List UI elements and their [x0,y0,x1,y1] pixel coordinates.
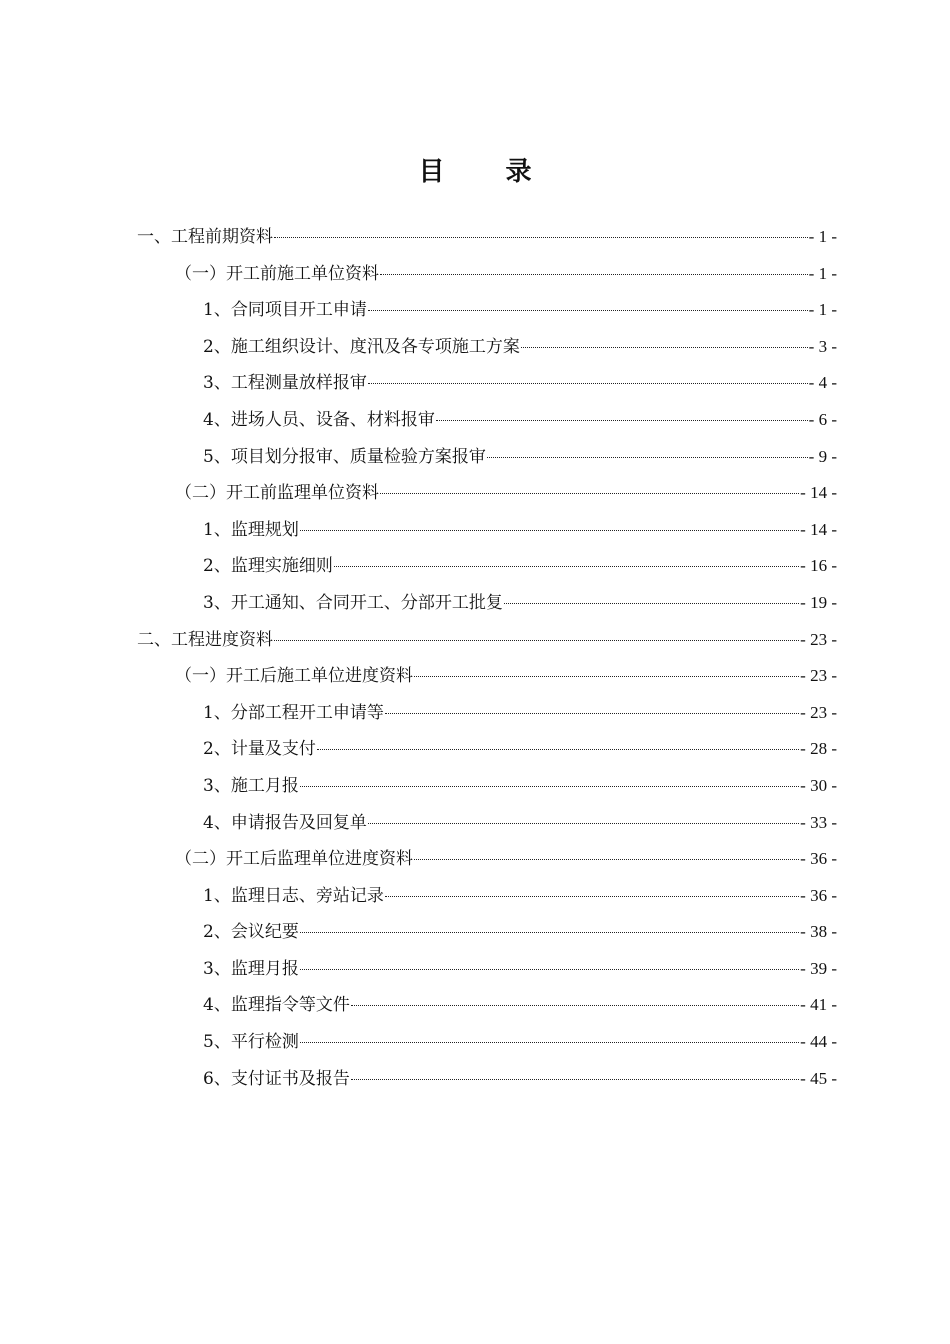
toc-dot-leader [274,640,799,641]
toc-entry-page-number: - 4 - [808,373,837,393]
toc-entry-text: 2、计量及支付 [203,739,316,760]
toc-entry[interactable] [137,805,837,842]
toc-entry-text: 4、监理指令等文件 [203,995,350,1016]
toc-entry-text: 3、监理月报 [203,958,299,979]
toc-entry[interactable] [137,512,837,549]
toc-entry-text: 2、监理实施细则 [203,556,333,577]
toc-dot-leader [351,1079,799,1080]
toc-dot-leader [300,786,799,787]
toc-entry-page-number: - 3 - [808,336,837,356]
toc-entry-page-number: - 16 - [800,556,837,576]
toc-entry-page-number: - 14 - [800,519,837,539]
toc-entry-page-number: - 6 - [808,409,837,429]
toc-dot-leader [300,530,799,531]
toc-entry[interactable] [137,731,837,768]
toc-entry-text: 1、分部工程开工申请等 [203,702,384,723]
toc-dot-leader [300,1042,799,1043]
toc-entry-text: 二、工程进度资料 [137,629,273,650]
toc-entry-page-number: - 33 - [800,812,837,832]
toc-entry-page-number: - 23 - [800,629,837,649]
toc-entry[interactable] [137,914,837,951]
toc-dot-leader [300,932,799,933]
toc-dot-leader [414,676,799,677]
toc-dot-leader [317,749,799,750]
toc-entry[interactable] [137,219,837,256]
toc-entry[interactable] [137,951,837,988]
toc-entry-page-number: - 41 - [800,995,837,1015]
toc-dot-leader [380,274,808,275]
toc-entry[interactable] [137,878,837,915]
toc-entry[interactable] [137,402,837,439]
toc-entry[interactable] [137,365,837,402]
toc-entry-text: 5、项目划分报审、质量检验方案报审 [203,446,486,467]
toc-dot-leader [300,969,799,970]
toc-entry-page-number: - 39 - [800,958,837,978]
toc-entry[interactable] [137,585,837,622]
toc-entry-text: 1、监理规划 [203,519,299,540]
toc-dot-leader [368,823,799,824]
toc-entry-page-number: - 44 - [800,1032,837,1052]
toc-entry-text: （一）开工前施工单位资料 [175,263,379,284]
toc-dot-leader [436,420,808,421]
toc-entry-text: 1、监理日志、旁站记录 [203,885,384,906]
toc-entry-page-number: - 23 - [800,702,837,722]
toc-entry-text: （一）开工后施工单位进度资料 [175,666,413,687]
toc-entry-text: 2、会议纪要 [203,922,299,943]
toc-entry-page-number: - 1 - [808,227,837,246]
toc-entry[interactable] [137,256,837,293]
toc-entry[interactable] [137,329,837,366]
toc-entry-page-number: - 23 - [800,666,837,686]
toc-entry-text: 4、进场人员、设备、材料报审 [203,409,435,430]
toc-title: 目 录 [418,157,558,187]
toc-entry-page-number: - 9 - [808,446,837,466]
toc-entry-page-number: - 38 - [800,922,837,942]
toc-entry[interactable] [137,987,837,1024]
toc-dot-leader [368,310,808,311]
toc-entry-page-number: - 1 - [808,300,837,320]
toc-dot-leader [334,566,799,567]
toc-entry-page-number: - 1 - [808,263,837,283]
toc-entry-text: 5、平行检测 [203,1032,299,1053]
toc-entry[interactable] [137,292,837,329]
toc-entry-text: 3、开工通知、合同开工、分部开工批复 [203,592,503,613]
toc-entry-text: 一、工程前期资料 [137,227,273,247]
toc-entry[interactable] [137,658,837,695]
toc-entry-text: 3、工程测量放样报审 [203,373,367,394]
toc-entry-text: 6、支付证书及报告 [203,1068,350,1089]
toc-entry[interactable] [137,1061,837,1098]
toc-entry-page-number: - 45 - [800,1068,837,1088]
toc-dot-leader [487,457,808,458]
toc-entry-page-number: - 19 - [800,592,837,612]
toc-dot-leader [380,493,799,494]
toc-dot-leader [351,1005,799,1006]
toc-dot-leader [274,237,808,238]
toc-entry-page-number: - 14 - [800,483,837,503]
toc-entry-text: （二）开工前监理单位资料 [175,483,379,504]
toc-entry[interactable] [137,475,837,512]
toc-entry-page-number: - 28 - [800,739,837,759]
toc-entry-page-number: - 36 - [800,849,837,869]
toc-dot-leader [368,383,808,384]
toc-entry[interactable] [137,695,837,732]
toc-entry[interactable] [137,622,837,659]
toc-dot-leader [414,859,799,860]
toc-dot-leader [385,713,799,714]
toc-entry-text: 3、施工月报 [203,775,299,796]
toc-dot-leader [504,603,799,604]
toc-dot-leader [385,896,799,897]
toc-entry-text: 2、施工组织设计、度汛及各专项施工方案 [203,336,520,357]
toc-entry-page-number: - 30 - [800,775,837,795]
toc-entry-text: （二）开工后监理单位进度资料 [175,849,413,870]
toc-list [137,219,837,1097]
toc-entry-page-number: - 36 - [800,885,837,905]
toc-entry[interactable] [137,439,837,476]
toc-dot-leader [521,347,808,348]
toc-entry[interactable] [137,548,837,585]
toc-entry-text: 4、申请报告及回复单 [203,812,367,833]
toc-entry[interactable] [137,768,837,805]
toc-entry-text: 1、合同项目开工申请 [203,300,367,321]
toc-entry[interactable] [137,1024,837,1061]
toc-entry[interactable] [137,841,837,878]
